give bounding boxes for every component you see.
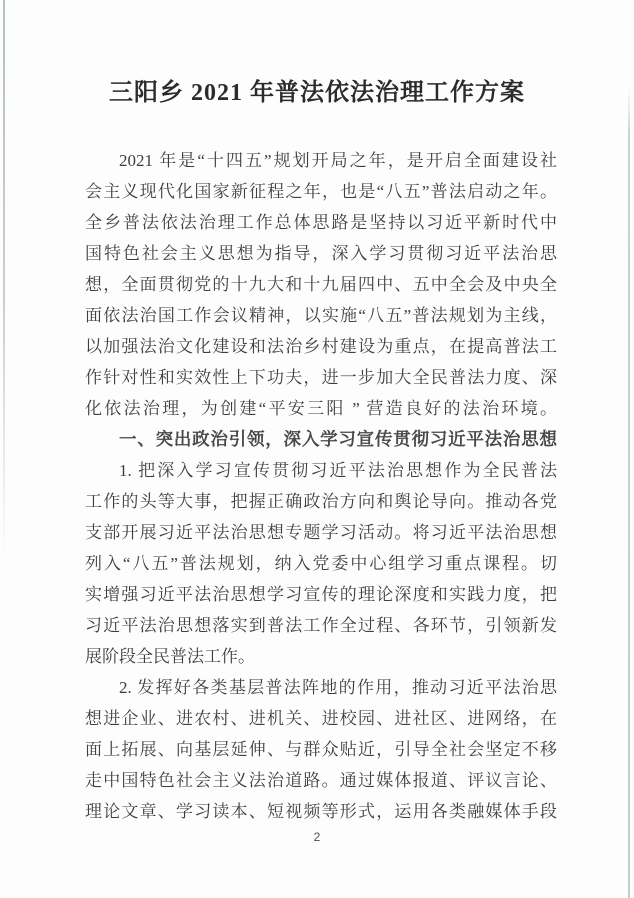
section-heading: 一、突出政治引领，深入学习宣传贯彻习近平法治思想 [119,429,557,449]
body-line: 1. 把深入学习宣传贯彻习近平法治思想作为全民普法 [119,461,557,480]
body-line: 会主义现代化国家新征程之年，也是“八五”普法启动之年。 [85,182,557,201]
body-line: 2021 年是“十四五”规划开局之年，是开启全面建设社 [119,151,557,170]
body-line: 化依法治理，为创建“平安三阳 ” 营造良好的法治环境。 [85,399,557,418]
body-line: 工作的头等大事，把握正确政治方向和舆论导向。推动各党 [85,492,557,511]
body-line: 面依法治国工作会议精神，以实施“八五”普法规划为主线， [85,306,557,325]
body-line: 想进企业、进农村、进机关、进校园、进社区、进网络，在 [85,709,557,728]
scan-edge-artifact-right [628,88,630,898]
body-line: 作针对性和实效性上下功夫，进一步加大全民普法力度、深 [85,368,557,387]
body-line: 想，全面贯彻党的十九大和十九届四中、五中全会及中央全 [85,275,557,294]
body-line: 面上拓展、向基层延伸、与群众贴近，引导全社会坚定不移 [85,740,557,759]
body-line: 展阶段全民普法工作。 [85,647,255,666]
body-line: 理论文章、学习读本、短视频等形式，运用各类融媒体手段 [85,802,557,821]
body-line: 走中国特色社会主义法治道路。通过媒体报道、评议言论、 [85,771,557,790]
document-title: 三阳乡 2021 年普法依法治理工作方案 [109,80,525,106]
body-line: 支部开展习近平法治思想专题学习活动。将习近平法治思想 [85,523,557,542]
body-line: 以加强法治文化建设和法治乡村建设为重点，在提高普法工 [85,337,557,356]
body-line: 国特色社会主义思想为指导，深入学习贯彻习近平法治思 [85,244,557,263]
body-line: 习近平法治思想落实到普法工作全过程、各环节，引领新发 [85,616,557,635]
body-line: 实增强习近平法治思想学习宣传的理论深度和实践力度，把 [85,585,557,604]
document-body [85,145,557,827]
page-number: 2 [313,830,321,844]
body-line: 列入“八五”普法规划，纳入党委中心组学习重点课程。切 [85,554,557,573]
body-line: 全乡普法依法治理工作总体思路是坚持以习近平新时代中 [85,213,557,232]
body-line: 2. 发挥好各类基层普法阵地的作用，推动习近平法治思 [119,678,557,697]
